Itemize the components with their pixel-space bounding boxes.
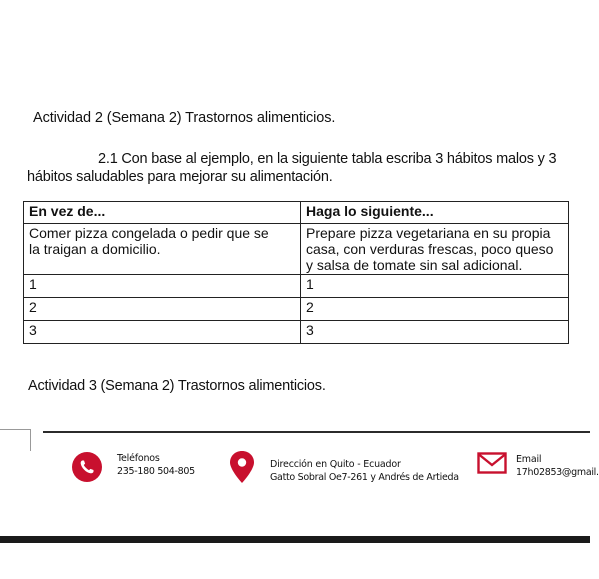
address-label: Dirección en Quito - Ecuador (270, 459, 401, 470)
table-row-example (24, 224, 569, 275)
footer-divider (43, 431, 590, 433)
header-instead-of: En vez de... (24, 202, 301, 224)
example-good-line-1: Prepare pizza vegetariana en su propia (306, 225, 551, 241)
footer-corner-line-vertical (30, 429, 31, 451)
phone-icon (72, 452, 102, 482)
table-row (24, 275, 569, 298)
bottom-bar (0, 536, 590, 543)
example-good-line-2: casa, con verduras frescas, poco queso (306, 241, 554, 257)
bad-habit-cell-1[interactable]: 1 (24, 275, 301, 298)
table-row (24, 321, 569, 344)
activity3-heading: Actividad 3 (Semana 2) Trastornos alimenticios. (28, 378, 326, 394)
good-habit-cell-1[interactable]: 1 (301, 275, 569, 298)
phone-value: 235-180 504-805 (117, 466, 195, 477)
phone-label: Teléfonos (117, 453, 160, 464)
table-header-row (24, 202, 569, 224)
example-bad-line-1: Comer pizza congelada o pedir que se (29, 225, 269, 241)
bad-habit-cell-2[interactable]: 2 (24, 298, 301, 321)
location-pin-icon (228, 450, 256, 484)
instruction-line-2: hábitos saludables para mejorar su alimentación. (27, 169, 333, 185)
activity2-heading: Actividad 2 (Semana 2) Trastornos alimenticios. (33, 110, 336, 126)
address-value: Gatto Sobral Oe7-261 y Andrés de Artieda (270, 472, 459, 483)
bad-habit-cell-3[interactable]: 3 (24, 321, 301, 344)
example-good-habit-cell (301, 224, 569, 275)
instruction-line-1: 2.1 Con base al ejemplo, en la siguiente tabla escriba 3 hábitos malos y 3 (98, 151, 557, 167)
table-row (24, 298, 569, 321)
good-habit-cell-3[interactable]: 3 (301, 321, 569, 344)
example-bad-line-2: la traigan a domicilio. (29, 241, 161, 257)
header-do-this: Haga lo siguiente... (301, 202, 569, 224)
mail-icon (477, 452, 507, 474)
good-habit-cell-2[interactable]: 2 (301, 298, 569, 321)
example-bad-habit-cell (24, 224, 301, 275)
habits-table (23, 201, 569, 344)
footer-corner-line-horizontal (0, 429, 30, 430)
example-good-line-3: y salsa de tomate sin sal adicional. (306, 257, 523, 273)
email-label: Email (516, 454, 542, 465)
email-value[interactable]: 17h02853@gmail. (516, 467, 599, 478)
